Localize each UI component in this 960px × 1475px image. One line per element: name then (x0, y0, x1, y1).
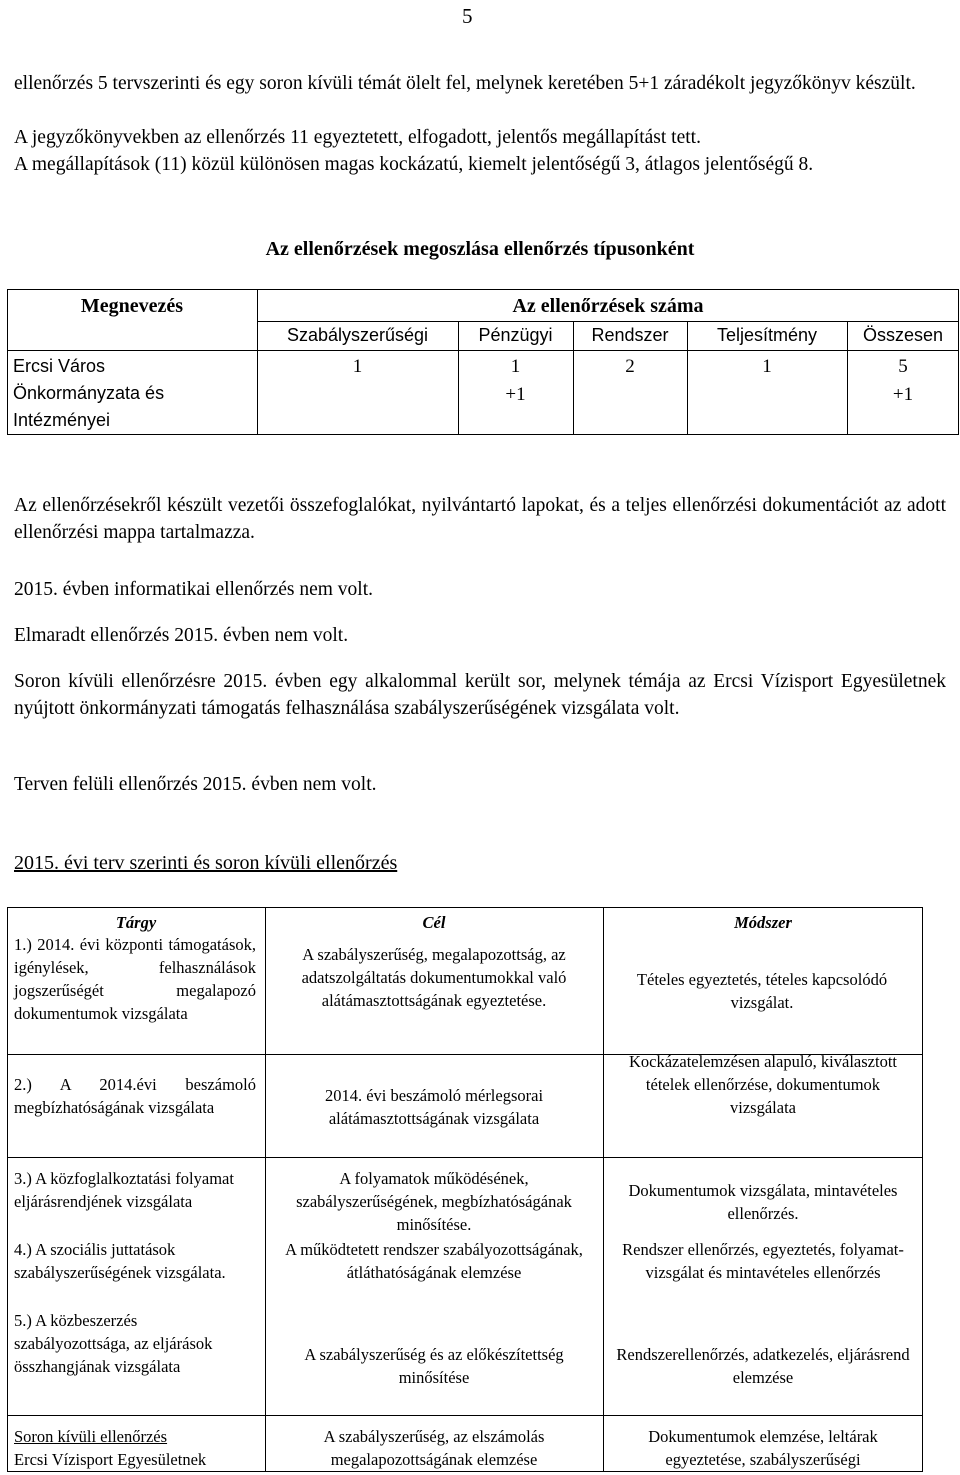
row3-method: Dokumentumok vizsgálata, mintavételes ellenőrzés. (628, 1181, 898, 1223)
row-name: Ercsi Város Önkormányzata és Intézményei (13, 356, 165, 430)
header-method: Módszer (734, 913, 792, 932)
col-header-szabalyszerusegi: Szabályszerűségi (286, 325, 429, 345)
row3-subject: 3.) A közfoglalkoztatási folyamat eljárásrendjének vizsgálata (14, 1169, 234, 1211)
col-header-osszesen: Összesen (862, 325, 944, 345)
row1-goal: A szabályszerűség, megalapozottság, az adatszolgáltatás dokumentumokkal való alátámasztottságának egyeztetése. (301, 945, 567, 1010)
unplanned-audit-paragraph: Terven felüli ellenőrzés 2015. évben nem volt. (14, 774, 377, 795)
missed-audit-paragraph: Elmaradt ellenőrzés 2015. évben nem volt. (14, 625, 349, 646)
row5-subject: 5.) A közbeszerzés szabályozottsága, az eljárások összhangjának vizsgálata (14, 1311, 213, 1376)
intro-paragraph-3: A megállapítások (11) közül különösen magas kockázatú, kiemelt jelentőségű 3, átlagos jelentőségű 8. (14, 154, 814, 175)
header-name: Megnevezés (80, 295, 184, 317)
value-penzugyi: 1 +1 (505, 356, 526, 405)
row4-goal: A működtetett rendszer szabályozottságának, átláthatóságának elemzése (285, 1240, 583, 1282)
it-audit-paragraph: 2015. évben informatikai ellenőrzés nem volt. (14, 579, 374, 600)
value-rendszer: 2 (625, 356, 635, 377)
row2-goal: 2014. évi beszámoló mérlegsorai alátámasztottságának vizsgálata (324, 1086, 544, 1128)
documentation-paragraph: Az ellenőrzésekről készült vezetői összefoglalókat, nyilvántartó lapokat, és a teljes ellenőrzési dokumentációt az adott ellenőrzési mappa tartalmazza. (14, 495, 946, 543)
audit-plan-table (7, 907, 923, 1472)
row5-goal: A szabályszerűség és az előkészítettség minősítése (304, 1345, 564, 1387)
intro-paragraph-2: A jegyzőkönyvekben az ellenőrzés 11 egyeztetett, elfogadott, jelentős megállapítást tett. (14, 127, 701, 148)
row2-subject: 2.) A 2014.évi beszámoló megbízhatóságának vizsgálata (14, 1075, 256, 1117)
row6-subject: Soron kívüli ellenőrzés Ercsi Vízisport Egyesületnek (14, 1427, 207, 1469)
col-header-penzugyi: Pénzügyi (478, 325, 553, 345)
row3-goal: A folyamatok működésének, szabályszerűségének, megbízhatóságának minősítése. (296, 1169, 572, 1234)
row4-subject: 4.) A szociális juttatások szabályszerűségének vizsgálata. (14, 1240, 226, 1282)
section2-title: 2015. évi terv szerinti és soron kívüli ellenőrzés (14, 852, 398, 874)
row1-subject: 1.) 2014. évi központi támogatások, igénylések, felhasználások jogszerűségét megalapozó dokumentumok vizsgálata (14, 935, 256, 1023)
value-szabalyszerusegi: 1 (352, 356, 363, 377)
row6-goal: A szabályszerűség, az elszámolás megalapozottságának elemzése (323, 1427, 545, 1469)
inspection-type-table (7, 289, 959, 435)
row4-method: Rendszer ellenőrzés, egyeztetés, folyamat-vizsgálat és mintavételes ellenőrzés (622, 1240, 904, 1282)
value-teljesitmeny: 1 (762, 356, 772, 377)
header-goal: Cél (422, 913, 446, 932)
page-number: 5 (462, 4, 473, 28)
extraordinary-audit-paragraph: Soron kívüli ellenőrzésre 2015. évben egy alkalommal került sor, melynek témája az Ercsi Vízisport Egyesületnek nyújtott önkormányzati támogatás felhasználása szabályszerűségének vizsgálata volt. (14, 671, 946, 719)
row5-method: Rendszerellenőrzés, adatkezelés, eljárásrend elemzése (616, 1345, 910, 1387)
intro-paragraph-1: ellenőrzés 5 tervszerinti és egy soron kívüli témát ölelt fel, melynek keretében 5+1 záradékolt jegyzőkönyv készült. (14, 73, 916, 94)
header-count: Az ellenőrzések száma (512, 295, 704, 317)
row6-method: Dokumentumok elemzése, leltárak egyeztetése, szabályszerűségi (648, 1427, 878, 1469)
table1-title: Az ellenőrzések megoszlása ellenőrzés típusonként (265, 238, 695, 260)
value-osszesen: 5 +1 (892, 356, 914, 405)
row1-method: Tételes egyeztetés, tételes kapcsolódó vizsgálat. (636, 970, 888, 1012)
col-header-rendszer: Rendszer (591, 325, 669, 345)
header-subject: Tárgy (115, 913, 157, 932)
row2-method: Kockázatelemzésen alapuló, kiválasztott tételek ellenőrzése, dokumentumok vizsgálata (628, 1052, 897, 1117)
col-header-teljesitmeny: Teljesítmény (716, 325, 818, 345)
